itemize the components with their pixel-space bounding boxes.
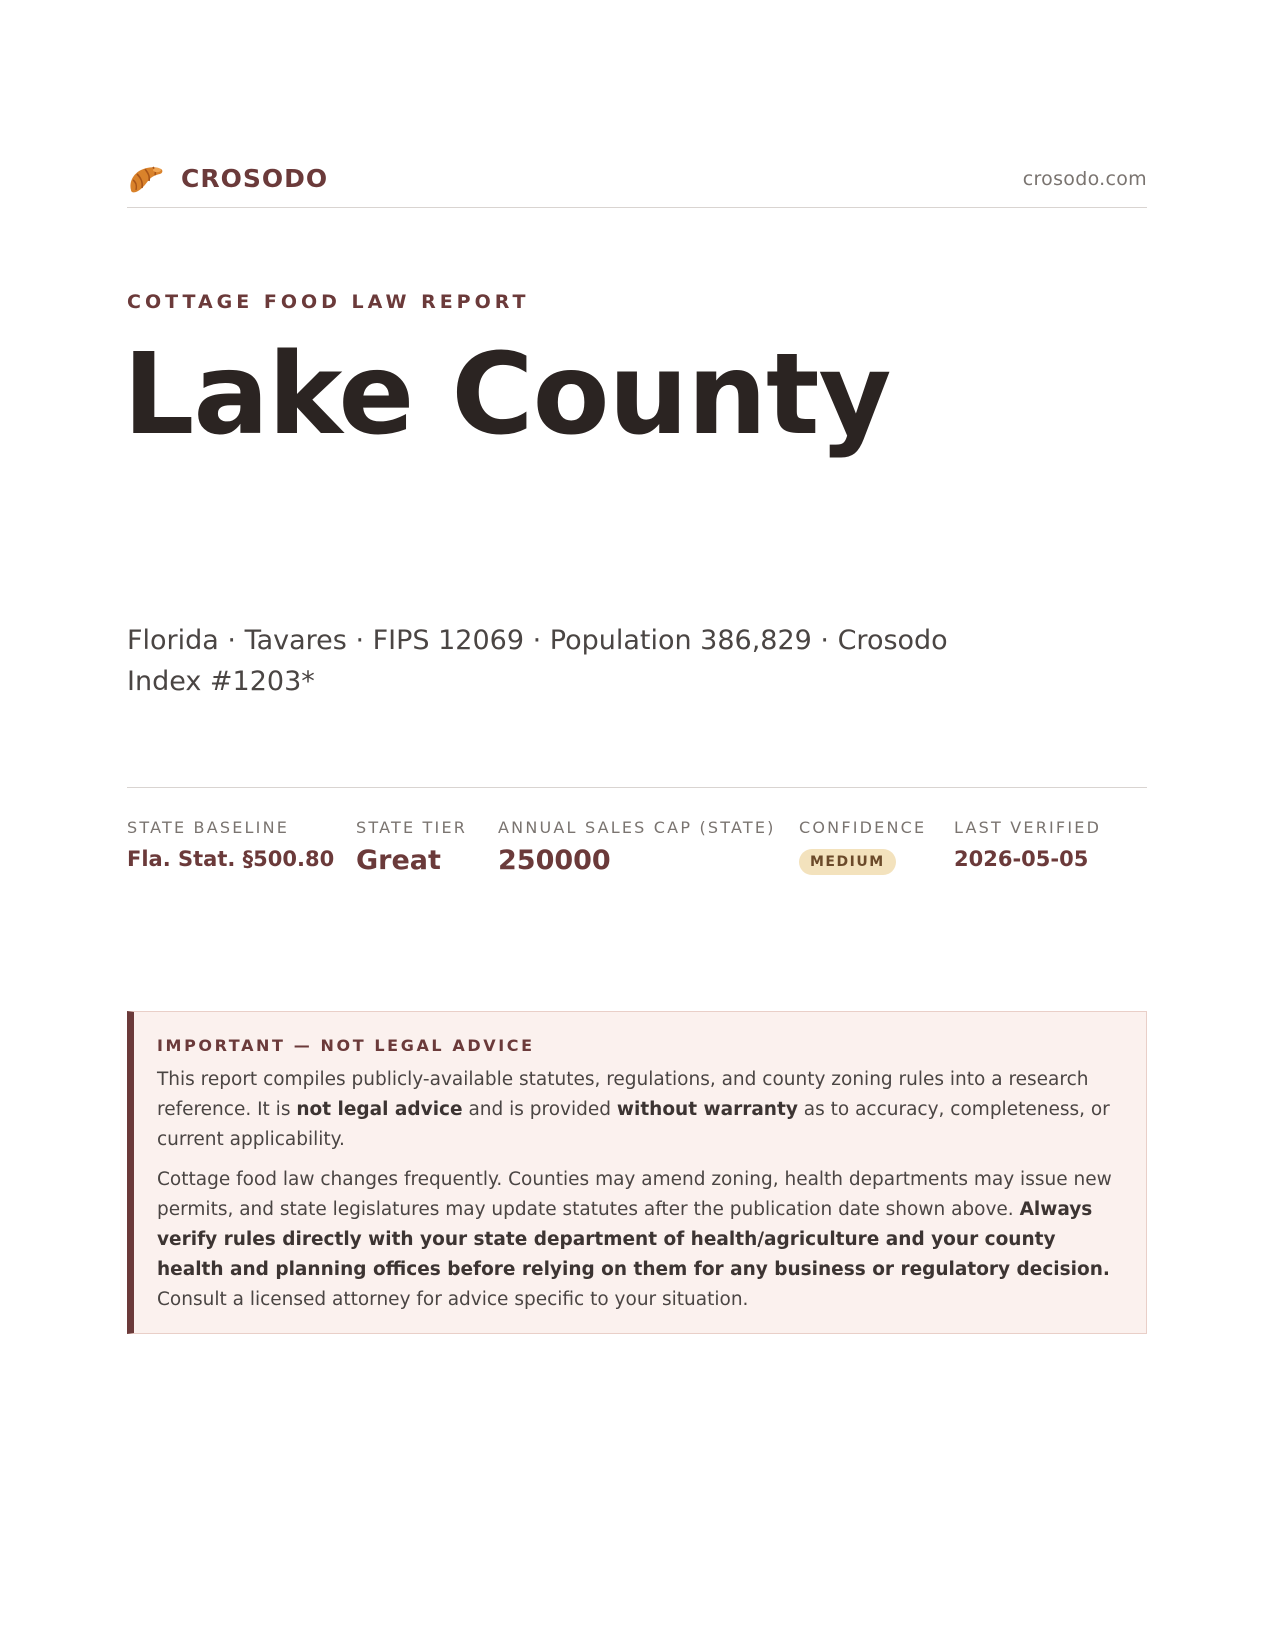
notice-paragraph-2 (157, 1165, 1122, 1315)
stat-confidence (799, 818, 926, 875)
notice-text: and is provided (462, 1099, 617, 1120)
stats-row (127, 787, 1147, 897)
notice-text: Consult a licensed attorney for advice specific to your situation. (157, 1289, 749, 1310)
stat-label: CONFIDENCE (799, 818, 927, 837)
report-subtitle: Florida · Tavares · FIPS 12069 · Population 386,829 · Crosodo Index #1203* (127, 625, 948, 697)
croissant-icon (127, 160, 167, 196)
legal-notice (127, 1011, 1147, 1334)
brand-name: CROSODO (181, 163, 329, 193)
report-eyebrow: COTTAGE FOOD LAW REPORT (127, 291, 530, 313)
notice-text: Cottage food law changes frequently. Counties may amend zoning, health departments may issue new permits, and state legislatures may update statutes after the publication date shown above. (157, 1169, 1112, 1220)
notice-emphasis: without warranty (616, 1099, 798, 1120)
site-url: crosodo.com (1022, 168, 1147, 190)
stat-value: 250000 (498, 845, 611, 876)
page-title: Lake County (123, 330, 891, 460)
notice-title: IMPORTANT — NOT LEGAL ADVICE (157, 1036, 535, 1055)
stat-value: Great (356, 845, 441, 876)
stat-annual-sales-cap (498, 818, 776, 876)
brand (127, 160, 328, 196)
stat-last-verified (954, 818, 1101, 871)
page-header (127, 158, 1147, 208)
notice-text: as to accuracy, completeness, or current applicability. (157, 1099, 1110, 1150)
stat-label: STATE TIER (356, 818, 468, 837)
report-page (123, 0, 1147, 1650)
stat-label: LAST VERIFIED (954, 818, 1102, 837)
confidence-badge: MEDIUM (799, 849, 896, 875)
notice-paragraph-1 (157, 1065, 1122, 1155)
stat-state-baseline (127, 818, 334, 871)
notice-emphasis: not legal advice (296, 1099, 463, 1120)
stat-label: ANNUAL SALES CAP (STATE) (498, 818, 776, 837)
stat-label: STATE BASELINE (127, 818, 290, 837)
stat-value: Fla. Stat. §500.80 (127, 847, 335, 871)
stat-value: 2026-05-05 (954, 847, 1089, 871)
stat-state-tier (356, 818, 467, 876)
notice-text: This report compiles publicly-available statutes, regulations, and county zoning rules into a research reference. It is (157, 1069, 1089, 1120)
notice-emphasis: Always verify rules directly with your state department of health/agriculture and your county health and planning offices before relying on them for any business or regulatory decision. (157, 1199, 1110, 1280)
